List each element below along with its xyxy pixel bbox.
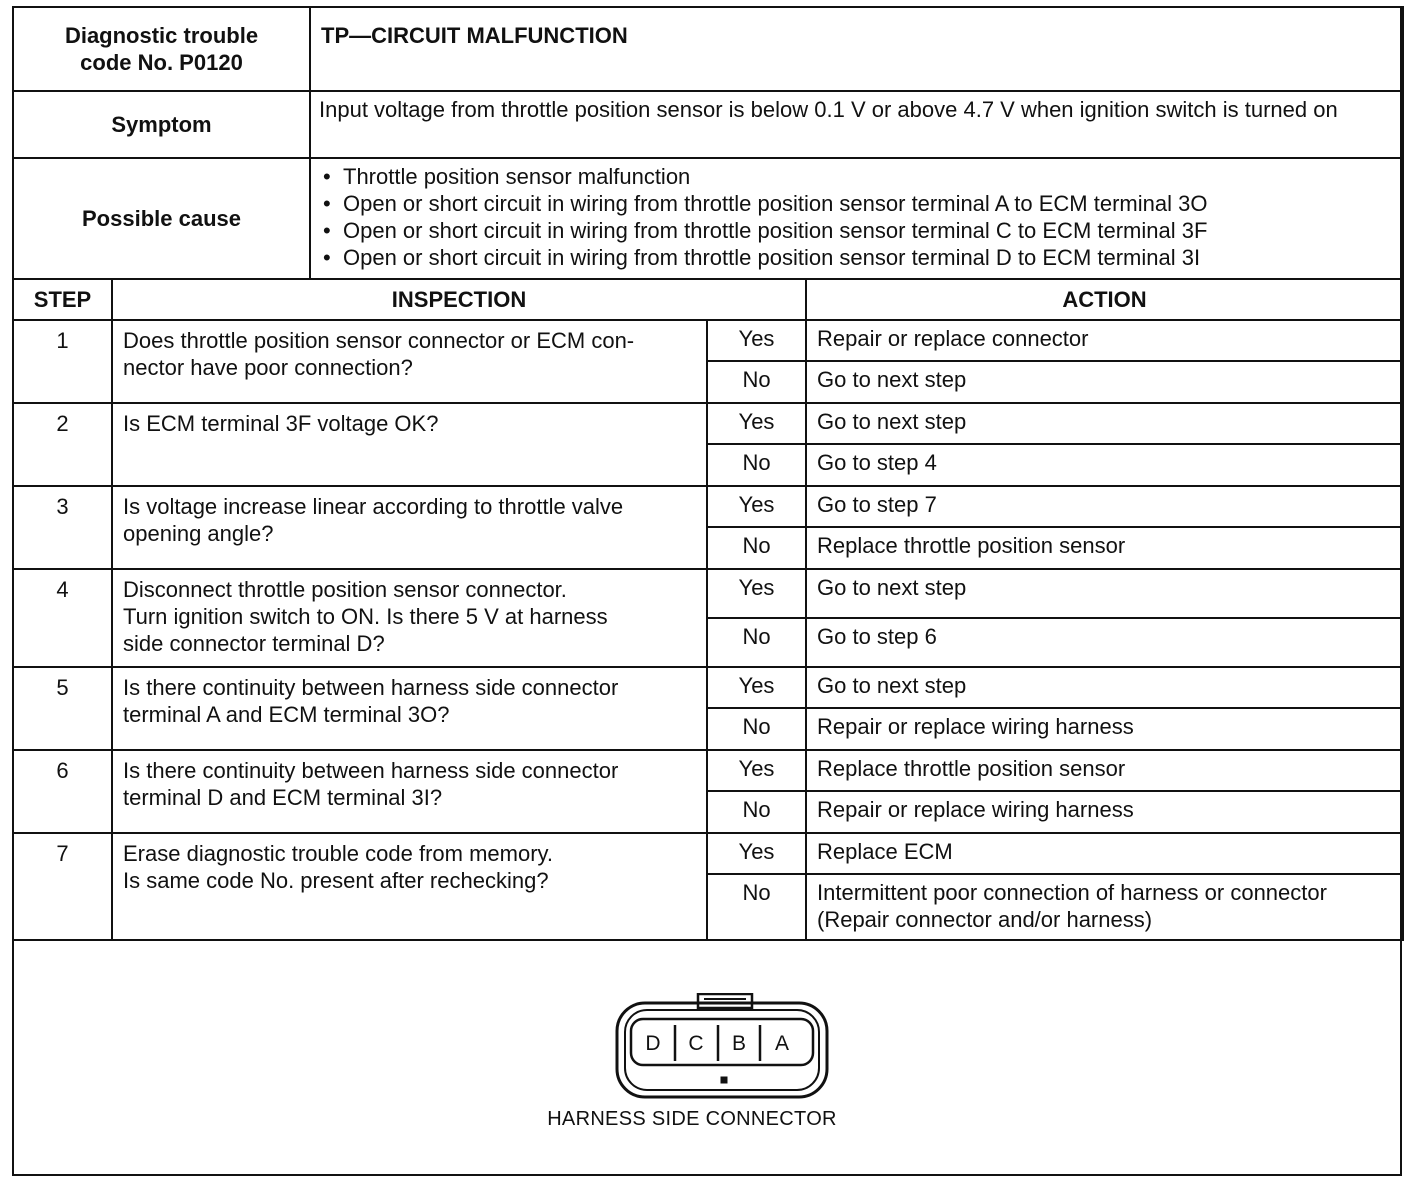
no-action: Repair or replace wiring harness — [806, 708, 1403, 750]
possible-cause-item: • Open or short circuit in wiring from throttle position sensor terminal D to ECM terminal 3I — [319, 244, 1392, 271]
no-label: No — [707, 708, 806, 750]
yes-action: Go to step 7 — [806, 486, 1403, 527]
step-number: 2 — [13, 403, 112, 486]
possible-cause-cell — [310, 158, 1403, 279]
yes-action: Repair or replace connector — [806, 320, 1403, 361]
symptom-row — [13, 91, 1403, 158]
harness-connector-diagram — [614, 993, 834, 1103]
no-label: No — [707, 361, 806, 403]
yes-action: Replace throttle position sensor — [806, 750, 1403, 791]
no-label: No — [707, 618, 806, 667]
yes-label: Yes — [707, 486, 806, 527]
diagnostic-document — [12, 6, 1402, 1176]
yes-label: Yes — [707, 569, 806, 618]
step-number: 3 — [13, 486, 112, 569]
dtc-label: Diagnostic trouble code No. P0120 — [13, 7, 310, 91]
yes-action: Go to next step — [806, 569, 1403, 618]
terminal-b-label: B — [731, 1032, 747, 1055]
step-number: 1 — [13, 320, 112, 403]
yes-label: Yes — [707, 667, 806, 708]
possible-cause-label: Possible cause — [13, 158, 310, 279]
inspection-text: Is there continuity between harness side connector terminal D and ECM terminal 3I? — [112, 750, 707, 833]
yes-action: Go to next step — [806, 403, 1403, 444]
inspection-text: Does throttle position sensor connector or ECM con- nector have poor connection? — [112, 320, 707, 403]
possible-cause-list — [311, 159, 1402, 271]
step-row — [13, 667, 1403, 708]
inspection-text: Is voltage increase linear according to throttle valve opening angle? — [112, 486, 707, 569]
possible-cause-item: • Open or short circuit in wiring from throttle position sensor terminal C to ECM terminal 3F — [319, 217, 1392, 244]
step-number: 6 — [13, 750, 112, 833]
yes-label: Yes — [707, 403, 806, 444]
connector-figure — [14, 939, 1400, 1174]
step-row — [13, 486, 1403, 527]
inspection-text: Is there continuity between harness side connector terminal A and ECM terminal 3O? — [112, 667, 707, 750]
no-action: Go to step 6 — [806, 618, 1403, 667]
yes-label: Yes — [707, 833, 806, 874]
step-number: 7 — [13, 833, 112, 940]
diagnostic-table — [12, 6, 1404, 941]
inspection-column-header: INSPECTION — [112, 279, 806, 320]
connector-caption: HARNESS SIDE CONNECTOR — [547, 1108, 837, 1130]
dtc-row — [13, 7, 1403, 91]
no-action: Intermittent poor connection of harness or connector (Repair connector and/or harness) — [806, 874, 1403, 940]
no-action: Go to next step — [806, 361, 1403, 403]
yes-action: Go to next step — [806, 667, 1403, 708]
symptom-text: Input voltage from throttle position sensor is below 0.1 V or above 4.7 V when ignition switch is turned on — [310, 91, 1403, 158]
step-row — [13, 569, 1403, 618]
step-row — [13, 320, 1403, 361]
possible-cause-item: • Open or short circuit in wiring from throttle position sensor terminal A to ECM terminal 3O — [319, 190, 1392, 217]
symptom-label: Symptom — [13, 91, 310, 158]
inspection-text: Disconnect throttle position sensor connector. Turn ignition switch to ON. Is there 5 V at harness side connector terminal D? — [112, 569, 707, 667]
possible-cause-row — [13, 158, 1403, 279]
inspection-text: Is ECM terminal 3F voltage OK? — [112, 403, 707, 486]
no-label: No — [707, 444, 806, 486]
step-row — [13, 750, 1403, 791]
possible-cause-item: • Throttle position sensor malfunction — [319, 163, 1392, 190]
dtc-title: TP—CIRCUIT MALFUNCTION — [310, 7, 1403, 91]
yes-label: Yes — [707, 750, 806, 791]
no-action: Go to step 4 — [806, 444, 1403, 486]
step-column-header: STEP — [13, 279, 112, 320]
step-number: 4 — [13, 569, 112, 667]
terminal-c-label: C — [688, 1032, 704, 1055]
no-label: No — [707, 874, 806, 940]
yes-label: Yes — [707, 320, 806, 361]
step-row — [13, 403, 1403, 444]
step-row — [13, 833, 1403, 874]
inspection-text: Erase diagnostic trouble code from memory. Is same code No. present after rechecking? — [112, 833, 707, 940]
terminal-a-label: A — [774, 1032, 790, 1055]
no-label: No — [707, 791, 806, 833]
action-column-header: ACTION — [806, 279, 1403, 320]
step-number: 5 — [13, 667, 112, 750]
no-action: Repair or replace wiring harness — [806, 791, 1403, 833]
yes-action: Replace ECM — [806, 833, 1403, 874]
terminal-d-label: D — [645, 1032, 661, 1055]
no-action: Replace throttle position sensor — [806, 527, 1403, 569]
no-label: No — [707, 527, 806, 569]
column-header-row — [13, 279, 1403, 320]
